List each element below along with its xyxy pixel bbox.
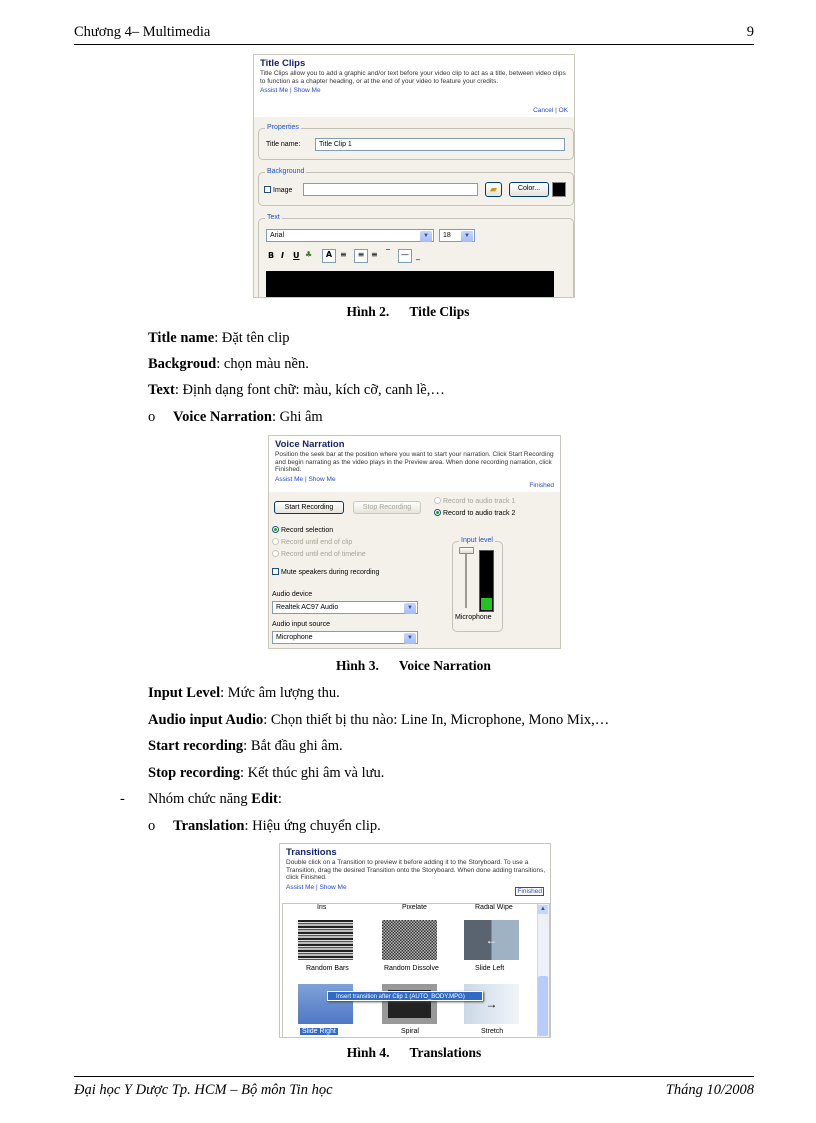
record-track-1-radio[interactable]: Record to audio track 1: [434, 497, 515, 505]
dialog-description: Position the seek bar at the position where you want to start your narration. Click Start Recording and begin narrating as the video plays in the Preview area. When done recording narration, click Finished.: [275, 451, 554, 473]
start-recording-button[interactable]: Start Recording: [274, 501, 344, 514]
audio-device-label: Audio device: [272, 591, 313, 598]
align-right-icon[interactable]: ≡: [371, 250, 378, 259]
paragraph-background: Backgroud: chọn màu nền.: [148, 356, 309, 372]
assist-show-links[interactable]: Assist Me | Show Me: [286, 883, 347, 891]
text-preview-area[interactable]: [266, 271, 554, 298]
properties-label: Properties: [267, 124, 299, 131]
figure-4-caption: Hình 4. Translations: [346, 1045, 482, 1060]
assist-show-links[interactable]: Assist Me | Show Me: [275, 475, 336, 483]
paragraph-audio-input: Audio input Audio: Chọn thiết bị thu nào: Line In, Microphone, Mono Mix,…: [148, 712, 610, 728]
scroll-up-icon[interactable]: ▲: [538, 905, 548, 914]
folder-icon: ▰: [490, 184, 497, 194]
transition-thumb-slide-left[interactable]: ←: [464, 920, 519, 960]
audio-source-select[interactable]: Microphone ▼: [272, 631, 418, 644]
checkbox-icon: [264, 186, 271, 193]
title-name-input[interactable]: Title Clip 1: [315, 138, 565, 151]
finished-link[interactable]: Finished: [517, 888, 542, 895]
level-meter-fill: [481, 598, 492, 610]
mute-checkbox[interactable]: Mute speakers during recording: [272, 568, 379, 576]
page-number: 9: [746, 24, 754, 40]
paragraph-title-name: Title name: Đặt tên clip: [148, 330, 290, 346]
browse-folder-button[interactable]: [485, 182, 502, 197]
format-toolbar: [268, 250, 488, 264]
line-middle-icon[interactable]: —: [398, 249, 412, 263]
transition-label: Random Bars: [306, 965, 349, 972]
background-label: Background: [267, 168, 305, 175]
chevron-down-icon: ▼: [404, 603, 416, 614]
radio-icon: [272, 550, 279, 557]
finished-link[interactable]: Finished: [529, 482, 554, 489]
size-select[interactable]: 18 ▼: [439, 229, 475, 242]
assist-show-links[interactable]: Assist Me | Show Me: [260, 87, 321, 94]
dialog-description: Title Clips allow you to add a graphic and/or text before your video clip to act as a title, between video clips to function as a chapter heading, or at the end of your video to feature your credits.: [260, 70, 566, 85]
text-label: Text: [267, 214, 280, 221]
input-level-group: [452, 537, 503, 632]
level-slider-thumb[interactable]: [459, 547, 474, 554]
emboss-icon[interactable]: ♣: [305, 250, 313, 259]
color-swatch[interactable]: [552, 182, 566, 197]
title-name-label: Title name:: [266, 141, 301, 148]
footer-date: Tháng 10/2008: [665, 1082, 754, 1098]
voice-narration-header: [269, 436, 560, 492]
image-path-input[interactable]: [303, 183, 478, 196]
microphone-caption: Microphone: [455, 614, 492, 621]
footer-institution: Đại học Y Dược Tp. HCM – Bộ môn Tin học: [74, 1082, 333, 1098]
dialog-title: Voice Narration: [275, 439, 345, 450]
image-label: Image: [273, 187, 293, 194]
bullet-voice-narration: o Voice Narration: Ghi âm: [148, 409, 323, 425]
shadow-icon[interactable]: A: [322, 249, 336, 263]
page-footer: [74, 1076, 754, 1098]
level-slider-track: [465, 548, 467, 608]
dialog-title: Title Clips: [260, 58, 306, 69]
transition-label: Spiral: [401, 1028, 419, 1035]
page-header: [74, 22, 754, 45]
paragraph-stop-recording: Stop recording: Kết thúc ghi âm và lưu.: [148, 765, 385, 781]
record-end-clip-radio[interactable]: Record until end of clip: [272, 538, 352, 546]
transitions-gallery[interactable]: [282, 903, 550, 1038]
input-level-label: Input level: [461, 537, 493, 544]
voice-narration-dialog: [268, 435, 561, 649]
checkbox-icon: [272, 568, 279, 575]
scroll-thumb[interactable]: [538, 976, 548, 1036]
radio-icon: [272, 526, 279, 533]
align-center-icon[interactable]: ≡: [354, 249, 368, 263]
paragraph-start-recording: Start recording: Bắt đầu ghi âm.: [148, 738, 343, 754]
transitions-header: [280, 844, 550, 899]
properties-group: [258, 124, 574, 160]
chevron-down-icon: ▼: [404, 633, 416, 644]
record-track-2-radio[interactable]: Record to audio track 2: [434, 509, 515, 517]
align-left-icon[interactable]: ≡: [340, 250, 347, 259]
figure-3-caption: Hình 3. Voice Narration: [336, 658, 491, 673]
transition-thumb-slide-right[interactable]: [298, 984, 353, 1024]
radio-icon: [434, 497, 441, 504]
chevron-down-icon: ▼: [420, 231, 432, 242]
transition-label: Slide Left: [475, 965, 505, 972]
transition-label: Random Dissolve: [384, 965, 439, 972]
transition-thumb-random-dissolve[interactable]: [382, 920, 437, 960]
text-group: [258, 214, 574, 298]
transition-label: Pixelate: [402, 904, 427, 911]
color-button[interactable]: Color...: [509, 182, 549, 197]
title-clips-dialog: [253, 54, 575, 298]
record-end-timeline-radio[interactable]: Record until end of timeline: [272, 550, 366, 558]
transition-label: Stretch: [481, 1028, 504, 1035]
italic-icon[interactable]: I: [281, 251, 284, 260]
line-top-icon[interactable]: ‾: [386, 248, 390, 257]
transition-label: Iris: [317, 904, 327, 911]
cancel-ok-links[interactable]: Cancel | OK: [533, 107, 568, 114]
bullet-edit-group: - Nhóm chức năng Edit:: [120, 791, 282, 807]
transitions-dialog: [279, 843, 551, 1038]
stop-recording-button[interactable]: Stop Recording: [353, 501, 421, 514]
audio-device-select[interactable]: Realtek AC97 Audio ▼: [272, 601, 418, 614]
level-meter: [479, 550, 494, 612]
radio-icon: [434, 509, 441, 516]
chapter-title: Chương 4– Multimedia: [74, 24, 211, 40]
context-menu-item[interactable]: Insert transition after Clip 1 (AUTO_BODY.MPG): [327, 991, 483, 1001]
underline-icon[interactable]: U: [293, 251, 300, 260]
bold-icon[interactable]: B: [268, 251, 275, 260]
record-selection-radio[interactable]: Record selection: [272, 526, 333, 534]
transition-thumb-stretch[interactable]: →: [464, 984, 519, 1024]
dialog-description: Double click on a Transition to preview it before adding it to the Storyboard. To use a Transition, drag the desired Transition onto the Storyboard. When done adding transitions, click Finished.: [286, 859, 546, 881]
chevron-down-icon: ▼: [461, 231, 473, 242]
image-checkbox[interactable]: [264, 186, 292, 194]
background-group: [258, 168, 574, 206]
paragraph-input-level: Input Level: Mức âm lượng thu.: [148, 685, 340, 701]
transition-label-selected: Slide Right: [302, 1028, 336, 1035]
transition-thumb-spiral[interactable]: [382, 984, 437, 1024]
figure-2-caption: Hình 2. Title Clips: [346, 304, 470, 319]
font-select[interactable]: Arial ▼: [266, 229, 434, 242]
line-bottom-icon[interactable]: _: [416, 251, 420, 260]
radio-icon: [272, 538, 279, 545]
paragraph-text: Text: Định dạng font chữ: màu, kích cỡ, canh lề,…: [148, 382, 445, 398]
transition-label: Radial Wipe: [475, 904, 513, 911]
bullet-translation: o Translation: Hiệu ứng chuyển clip.: [148, 818, 381, 834]
gallery-scrollbar[interactable]: [537, 904, 549, 1038]
title-clips-header: [254, 55, 574, 117]
audio-source-label: Audio input source: [272, 621, 330, 628]
transition-thumb-random-bars[interactable]: [298, 920, 353, 960]
dialog-title: Transitions: [286, 847, 337, 858]
